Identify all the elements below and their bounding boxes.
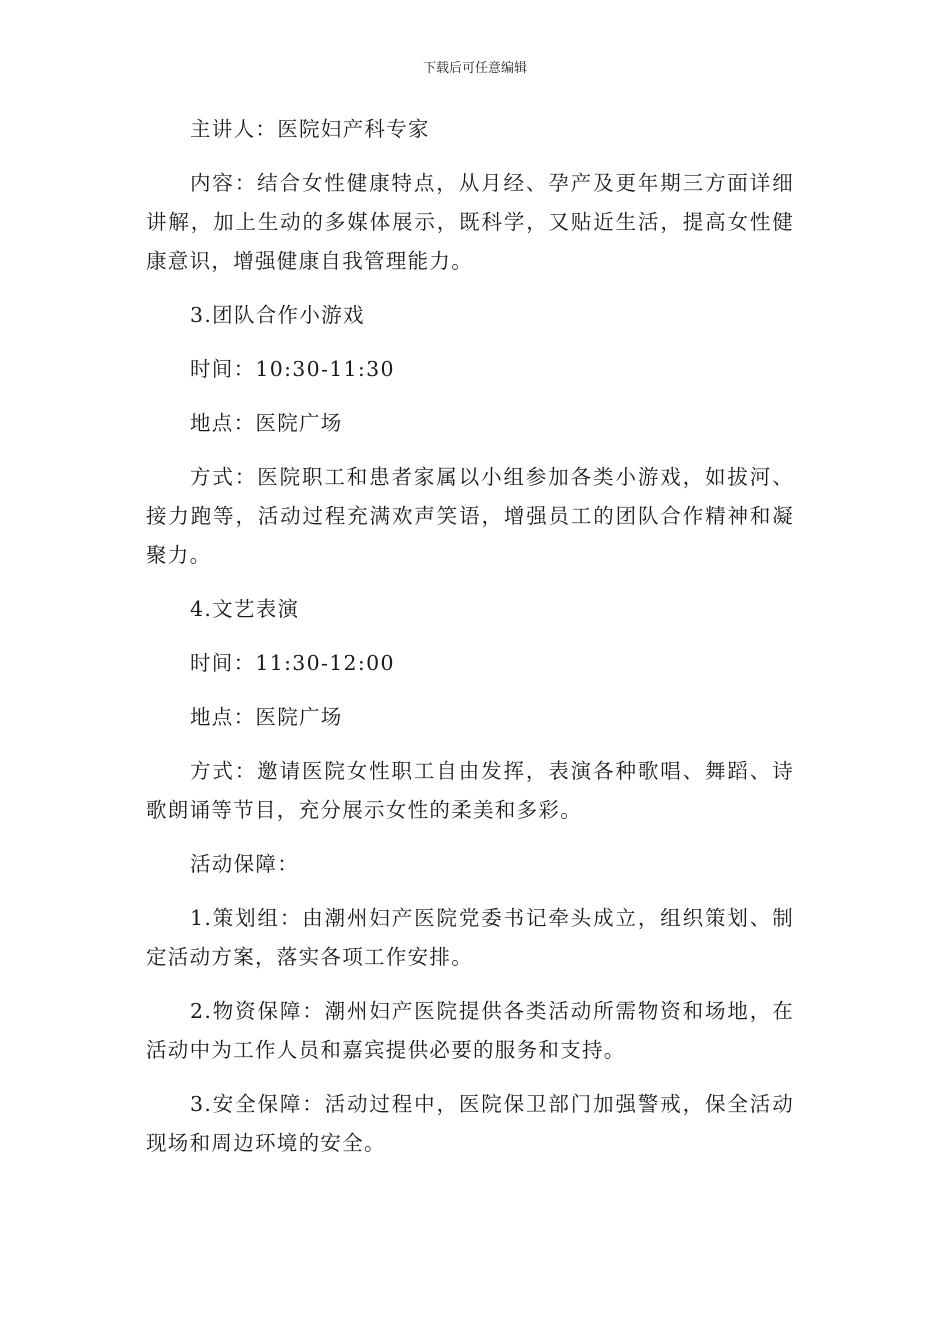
- section-heading-performance: 4.文艺表演: [190, 597, 300, 621]
- team-game-location: 地点：医院广场: [190, 411, 343, 435]
- page-header: 下载后可任意编辑: [422, 61, 527, 76]
- section-heading-support: 活动保障：: [190, 852, 299, 876]
- performance-method: 方式：邀请医院女性职工自由发挥，表演各种歌唱、舞蹈、诗歌朗诵等节目，充分展示女性的柔美和多彩。: [146, 759, 794, 822]
- team-game-time: 时间：10:30-11:30: [190, 357, 395, 381]
- performance-location: 地点：医院广场: [190, 705, 343, 729]
- performance-time: 时间：11:30-12:00: [190, 651, 395, 675]
- team-game-method: 方式：医院职工和患者家属以小组参加各类小游戏，如拔河、接力跑等，活动过程充满欢声笑语，增强员工的团队合作精神和凝聚力。: [146, 465, 794, 567]
- support-safety: 3.安全保障：活动过程中，医院保卫部门加强警戒，保全活动现场和周边环境的安全。: [146, 1092, 794, 1155]
- support-materials: 2.物资保障：潮州妇产医院提供各类活动所需物资和场地，在活动中为工作人员和嘉宾提供必要的服务和支持。: [146, 999, 794, 1062]
- speaker-line: 主讲人：医院妇产科专家: [190, 117, 430, 141]
- lecture-content-paragraph: 内容：结合女性健康特点，从月经、孕产及更年期三方面详细讲解，加上生动的多媒体展示，既科学，又贴近生活，提高女性健康意识，增强健康自我管理能力。: [146, 171, 794, 273]
- support-planning: 1.策划组：由潮州妇产医院党委书记牵头成立，组织策划、制定活动方案，落实各项工作安排。: [146, 906, 794, 969]
- document-body: [146, 110, 794, 1178]
- section-heading-team-game: 3.团队合作小游戏: [190, 303, 365, 327]
